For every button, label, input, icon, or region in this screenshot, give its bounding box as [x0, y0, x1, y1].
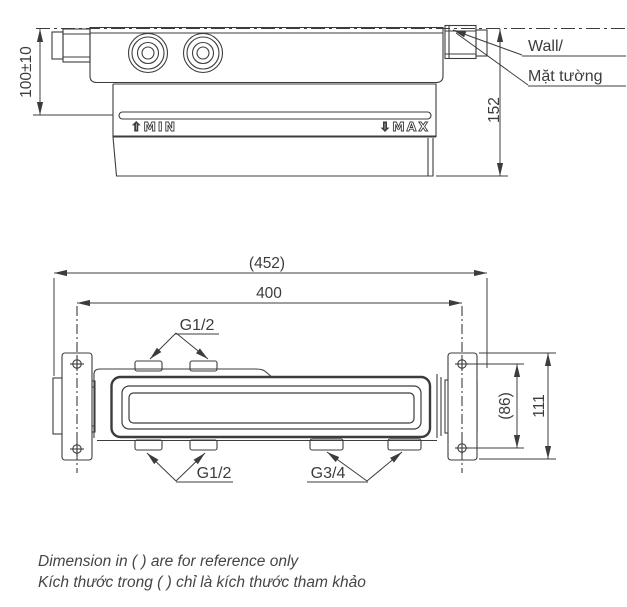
note-vi: Kích thước trong ( ) chỉ là kích thước tham khảo	[38, 574, 366, 591]
port-label-outlets: G3/4	[310, 465, 346, 482]
dim-bracket-height: 111	[531, 394, 548, 418]
valve-body-outline	[90, 28, 443, 83]
right-knob	[184, 34, 223, 73]
wall-label-vi: Mặt tường	[528, 68, 603, 85]
cover-slot	[119, 112, 431, 119]
plan-body-rear-edge	[94, 369, 273, 438]
dim-100-lines	[33, 29, 113, 115]
left-knob	[129, 34, 168, 73]
dim-connection-width: 400	[256, 285, 282, 302]
dim-overall-width: (452)	[248, 255, 286, 272]
faceplate-window	[129, 393, 414, 423]
g12-top-leader	[150, 333, 219, 359]
dim-depth: 152	[486, 97, 503, 123]
port-label-top-inlets: G1/2	[179, 317, 215, 334]
left-connector-cap	[52, 32, 63, 59]
inlet-port-bottom-1	[135, 440, 162, 450]
right-connector-cap	[476, 30, 487, 56]
inlet-port-bottom-2	[190, 440, 217, 450]
min-marking: ⇧MIN	[131, 119, 178, 134]
dim-hole-spacing: (86)	[497, 392, 514, 420]
note-en: Dimension in ( ) are for reference only	[38, 553, 299, 570]
port-label-bottom-inlets: G1/2	[196, 465, 232, 482]
plan-view	[53, 306, 477, 473]
dim-height-from-wall: 100±10	[18, 46, 35, 98]
cover-skirt	[113, 137, 433, 176]
max-marking: ⇩MAX	[379, 119, 430, 134]
wall-label-en: Wall/	[528, 38, 563, 55]
